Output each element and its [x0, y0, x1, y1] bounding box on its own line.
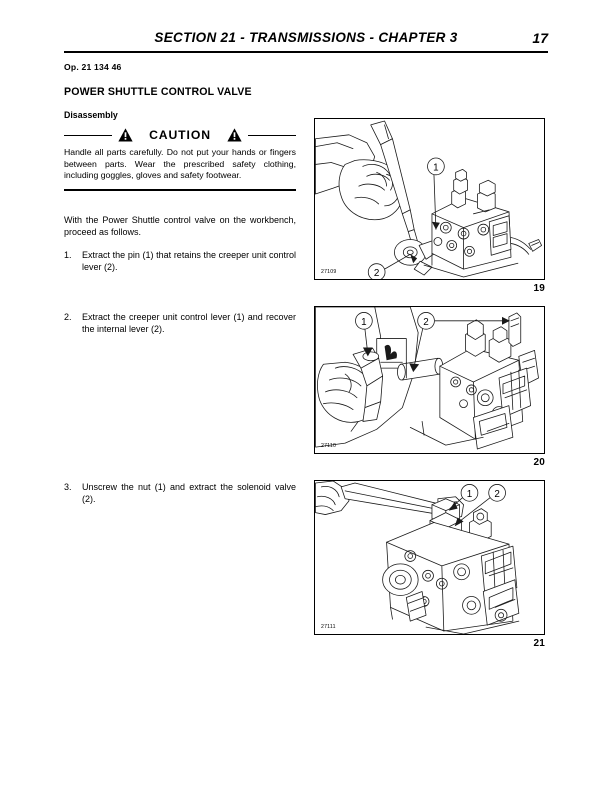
step-3-number: 3. [64, 482, 72, 492]
figure-19-image-id: 27109 [321, 269, 337, 275]
callout-1-label: 1 [466, 488, 473, 500]
warning-triangle-icon [227, 128, 242, 142]
intro-paragraph: With the Power Shuttle control valve on the workbench, proceed as follows. [64, 215, 296, 238]
caution-word: CAUTION [149, 128, 211, 142]
caution-text: Handle all parts carefully. Do not put your hands or fingers between parts. Wear the prescribed safety clothing, including goggles, gloves and safety footwear. [64, 147, 296, 181]
step-1-number: 1. [64, 250, 72, 260]
header-rule [64, 51, 548, 53]
figure-19-illustration [315, 119, 544, 279]
callout-1-label: 1 [433, 162, 439, 174]
section-label: Disassembly [64, 110, 118, 120]
figure-21 [314, 480, 545, 649]
figure-19-number: 19 [533, 283, 545, 294]
figure-19-frame [314, 118, 545, 280]
caution-header [64, 127, 296, 143]
page-number: 17 [532, 30, 548, 46]
page-header [64, 30, 548, 52]
step-3-text: Unscrew the nut (1) and extract the solenoid valve (2). [82, 482, 296, 505]
step-2 [64, 311, 296, 335]
left-text-column [64, 62, 296, 191]
callout-1-label: 1 [361, 316, 367, 328]
callout-2-label: 2 [423, 316, 429, 328]
callout-2-label: 2 [373, 268, 380, 279]
figure-21-illustration [315, 481, 544, 634]
figure-19 [314, 118, 545, 294]
caution-bottom-rule [64, 189, 296, 191]
figure-20-frame [314, 306, 545, 454]
figure-20-number: 20 [533, 457, 545, 468]
step-2-number: 2. [64, 312, 72, 322]
figure-21-number: 21 [533, 638, 545, 649]
step-2-text: Extract the creeper unit control lever (1) and recover the internal lever (2). [82, 312, 296, 335]
figure-20-illustration [315, 307, 544, 453]
header-title: SECTION 21 - TRANSMISSIONS - CHAPTER 3 [154, 30, 458, 45]
figure-20-image-id: 27110 [321, 443, 337, 449]
step-1-text: Extract the pin (1) that retains the creeper unit control lever (2). [82, 250, 296, 273]
step-3 [64, 481, 296, 505]
figure-21-frame [314, 480, 545, 635]
operation-number: Op. 21 134 46 [64, 62, 122, 72]
page-title: POWER SHUTTLE CONTROL VALVE [64, 86, 252, 98]
caution-rule-right [248, 135, 296, 136]
callout-2-label: 2 [494, 488, 500, 500]
figure-20 [314, 306, 545, 468]
step-1 [64, 249, 296, 273]
figure-21-image-id: 27111 [321, 624, 336, 630]
